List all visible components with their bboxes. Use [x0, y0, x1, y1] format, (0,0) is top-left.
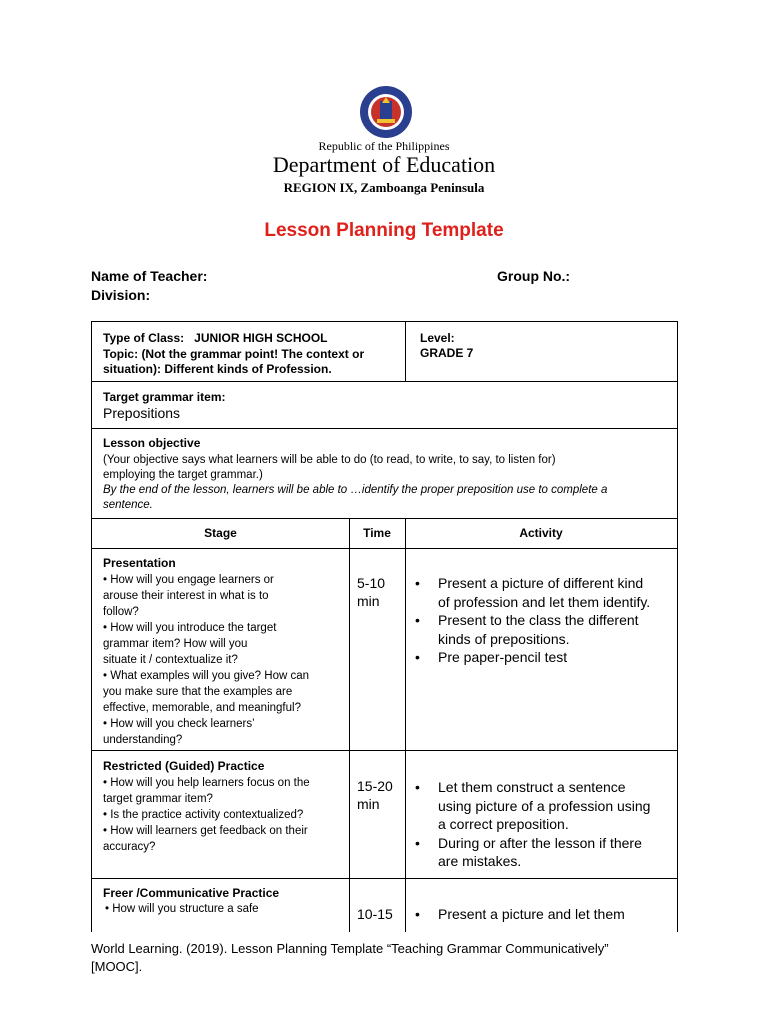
- division-label: Division:: [91, 287, 151, 303]
- stage-title: Restricted (Guided) Practice: [103, 759, 265, 773]
- objective-line-2: employing the target grammar.): [103, 469, 263, 481]
- prompt-line: accuracy?: [103, 841, 156, 853]
- prompt-line: effective, memorable, and meaningful?: [103, 702, 301, 714]
- activity-list: [411, 574, 673, 667]
- stage-prompts: [105, 901, 345, 917]
- col-divider: [405, 322, 406, 381]
- region-label: REGION IX, Zamboanga Peninsula: [283, 180, 485, 195]
- activity-item: [411, 611, 673, 648]
- stage-title: Freer /Communicative Practice: [103, 886, 280, 900]
- row-divider: [92, 428, 677, 429]
- time-header: Time: [363, 526, 391, 540]
- citation: [91, 940, 691, 976]
- objective-label: Lesson objective: [103, 436, 201, 450]
- time-value: 10-15: [357, 906, 393, 922]
- prompt-line: grammar item? How will you: [103, 638, 248, 650]
- activity-text: During or after the lesson if there: [438, 834, 642, 851]
- stage-prompts: [103, 775, 343, 855]
- prompt-line: • Is the practice activity contextualized?: [103, 809, 304, 821]
- republic-label: Republic of the Philippines: [318, 139, 450, 153]
- activity-list: [411, 905, 673, 924]
- prompt-line: • How will you structure a safe: [105, 903, 259, 915]
- prompt-line: you make sure that the examples are: [103, 686, 293, 698]
- prompt-line: arouse their interest in what is to: [103, 590, 269, 602]
- citation-line: [MOOC].: [91, 959, 143, 974]
- activity-text: Let them construct a sentence: [438, 779, 626, 795]
- page-title: Lesson Planning Template: [264, 220, 504, 241]
- row-divider: [92, 750, 677, 751]
- level-label: Level:: [420, 331, 455, 345]
- prompt-line: target grammar item?: [103, 793, 213, 805]
- time-value: [357, 777, 393, 813]
- objective-line-1: (Your objective says what learners will be able to do (to read, to write, to say, to listen for): [103, 454, 556, 466]
- class-type-value: JUNIOR HIGH SCHOOL: [194, 331, 328, 345]
- activity-text: of profession and let them identify.: [438, 593, 651, 610]
- activity-item: [411, 834, 673, 871]
- row-divider: [92, 381, 677, 382]
- activity-text: Present a picture and let them: [438, 906, 625, 922]
- time-line: min: [357, 796, 380, 812]
- activity-text: a correct preposition.: [438, 816, 569, 832]
- prompt-line: • How will you introduce the target: [103, 622, 277, 634]
- stage-prompts: [103, 572, 343, 748]
- time-line: 5-10: [357, 575, 386, 591]
- activity-text: Present a picture of different kind: [438, 575, 644, 591]
- activity-text: using picture of a profession using: [438, 797, 651, 814]
- prompt-line: • How will you check learners’: [103, 718, 255, 730]
- activity-item: [411, 778, 673, 834]
- department-name: Department of Education: [272, 152, 496, 177]
- row-divider: [92, 878, 677, 879]
- activity-text: kinds of prepositions.: [438, 630, 570, 647]
- col-divider: [349, 518, 350, 932]
- class-type: [103, 330, 403, 346]
- prompt-line: • How will learners get feedback on their: [103, 825, 308, 837]
- topic-line-1: Topic: (Not the grammar point! The context or: [103, 347, 365, 361]
- prompt-line: situate it / contextualize it?: [103, 654, 238, 666]
- time-line: min: [357, 593, 380, 609]
- activity-item: [411, 905, 673, 924]
- col-divider: [405, 518, 406, 932]
- target-grammar-label: Target grammar item:: [103, 390, 226, 404]
- topic-line-2: situation): Different kinds of Profession.: [103, 362, 332, 376]
- teacher-name-label: Name of Teacher:: [91, 268, 208, 284]
- activity-text: Pre paper-pencil test: [438, 649, 568, 665]
- activity-text: Present to the class the different: [438, 612, 639, 628]
- activity-text: are mistakes.: [438, 853, 522, 869]
- time-value: [357, 574, 385, 610]
- activity-item: [411, 574, 673, 611]
- stage-title: Presentation: [103, 556, 176, 570]
- activity-item: [411, 648, 673, 667]
- row-divider: [92, 548, 677, 549]
- deped-seal-icon: [359, 85, 413, 139]
- time-line: 15-20: [357, 778, 393, 794]
- prompt-line: understanding?: [103, 734, 183, 746]
- target-grammar-value: Prepositions: [103, 405, 181, 421]
- activity-list: [411, 778, 673, 871]
- prompt-line: • How will you engage learners or: [103, 574, 274, 586]
- objective-line-4: sentence.: [103, 499, 153, 511]
- objective-line-3: By the end of the lesson, learners will be able to …identify the proper preposition use to complete a: [103, 484, 608, 496]
- row-divider: [92, 518, 677, 519]
- stage-header: Stage: [204, 526, 237, 540]
- prompt-line: follow?: [103, 606, 139, 618]
- activity-header: Activity: [519, 526, 563, 540]
- lesson-plan-table: [91, 321, 678, 932]
- citation-line: World Learning. (2019). Lesson Planning Template “Teaching Grammar Communicatively”: [91, 941, 609, 956]
- class-type-label: Type of Class:: [103, 331, 185, 345]
- prompt-line: • What examples will you give? How can: [103, 670, 310, 682]
- level-value: GRADE 7: [420, 346, 474, 360]
- group-no-label: Group No.:: [497, 268, 571, 284]
- prompt-line: • How will you help learners focus on the: [103, 777, 310, 789]
